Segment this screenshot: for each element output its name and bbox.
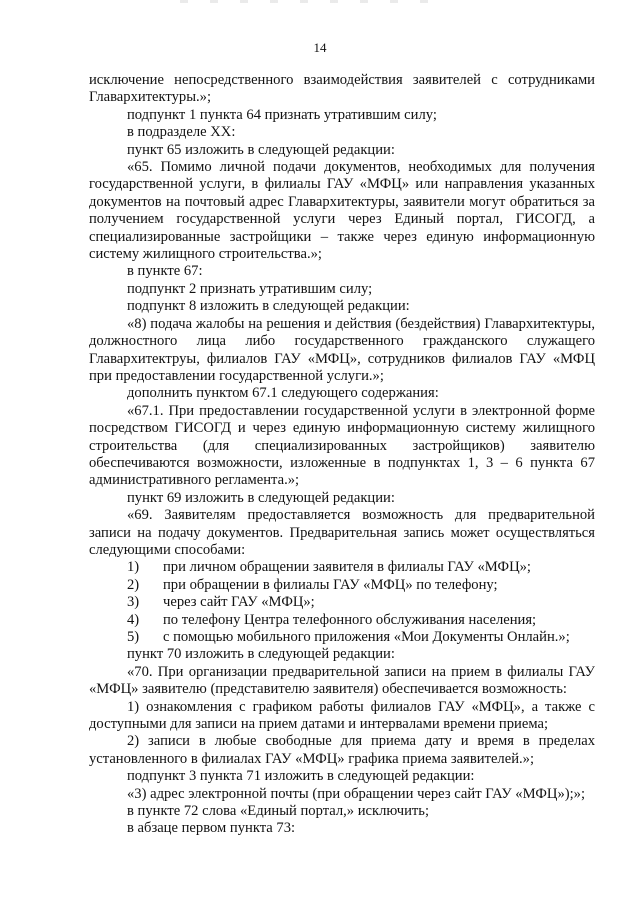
list-item-number: 2): [127, 576, 140, 593]
paragraph: «8) подача жалобы на решения и действия (бездействия) Главархитектуры, должностного лица либо государственного гражданского служащего Главархитектруы, филиалов ГАУ «МФЦ», сотрудников филиалов ГАУ «МФЦ при предоставлении государственной услуги.»;: [89, 315, 595, 384]
page-number: 14: [313, 40, 327, 55]
paragraph: в пункте 72 слова «Единый портал,» исключить;: [127, 803, 429, 820]
list-item-number: 5): [127, 629, 140, 645]
paragraph: 1) ознакомления с графиком работы филиалов ГАУ «МФЦ», а также с доступными для записи на прием датами и интервалами времени приема;: [89, 698, 595, 733]
paragraph: «3) адрес электронной почты (при обращении через сайт ГАУ «МФЦ»);»;: [127, 785, 586, 802]
paragraph: «67.1. При предоставлении государственной услуги в электронной форме посредством ГИСОГД и через единую информационную систему жилищного строительства (для специализированных застройщиков) заявителю обеспечиваются возможности, изложенные в подпунктах 1, 3 – 6 пункта 67 административного регламента.»;: [89, 402, 595, 489]
list-item: [89, 559, 595, 576]
list-item-number: 3): [127, 594, 140, 611]
paragraph: дополнить пунктом 67.1 следующего содержания:: [127, 385, 439, 402]
paragraph: «65. Помимо личной подачи документов, необходимых для получения государственной услуги, в филиалы ГАУ «МФЦ» или направления указанных документов на почтовый адрес Главархитектуры, заявители могут обратиться за получением государственной услуги через Единый портал, ГИСОГД, а специализированные застройщики – также через единую информационную систему жилищного строительства.»;: [89, 159, 595, 263]
list-item-text: при личном обращении заявителя в филиалы ГАУ «МФЦ»;: [163, 559, 531, 576]
list-item-number: 1): [127, 559, 140, 576]
list-item-text: с помощью мобильного приложения «Мои Документы Онлайн.»;: [163, 629, 570, 645]
list-item: [89, 612, 595, 629]
paragraph: пункт 65 изложить в следующей редакции:: [127, 141, 395, 158]
paragraph: в абзаце первом пункта 73:: [127, 820, 296, 837]
paragraph: подпункт 1 пункта 64 признать утратившим силу;: [127, 106, 437, 123]
paragraph: пункт 70 изложить в следующей редакции:: [127, 646, 395, 663]
numbered-list: [89, 559, 595, 646]
list-item-text: через сайт ГАУ «МФЦ»;: [163, 594, 315, 611]
paragraph-group-1: [89, 72, 595, 559]
list-item: [89, 629, 595, 646]
paragraph: подпункт 3 пункта 71 изложить в следующей редакции:: [127, 768, 475, 785]
paragraph: подпункт 8 изложить в следующей редакции:: [127, 298, 410, 315]
list-item: [89, 577, 595, 594]
list-item: [89, 594, 595, 611]
paragraph: подпункт 2 признать утратившим силу;: [127, 280, 373, 297]
paragraph-group-2: [89, 646, 595, 837]
list-item-text: по телефону Центра телефонного обслуживания населения;: [163, 611, 537, 628]
paragraph: «69. Заявителям предоставляется возможность для предварительной записи на подачу документов. Предварительная запись может осуществляться следующими способами:: [89, 507, 595, 558]
list-item-number: 4): [127, 611, 140, 628]
list-item-text: при обращении в филиалы ГАУ «МФЦ» по телефону;: [163, 576, 498, 593]
scan-artifact: [180, 0, 440, 3]
paragraph: «70. При организации предварительной записи на прием в филиалы ГАУ «МФЦ» заявителю (представителю заявителя) обеспечивается возможность:: [89, 663, 595, 698]
paragraph: пункт 69 изложить в следующей редакции:: [127, 489, 395, 506]
paragraph: 2) записи в любые свободные для приема дату и время в пределах установленного в филиалах ГАУ «МФЦ» графика приема заявителей.»;: [89, 733, 595, 767]
paragraph: в подразделе XX:: [127, 124, 236, 141]
document-body: [89, 72, 595, 838]
paragraph: исключение непосредственного взаимодействия заявителей с сотрудниками Главархитектуры.»;: [89, 72, 595, 106]
paragraph: в пункте 67:: [127, 263, 203, 280]
